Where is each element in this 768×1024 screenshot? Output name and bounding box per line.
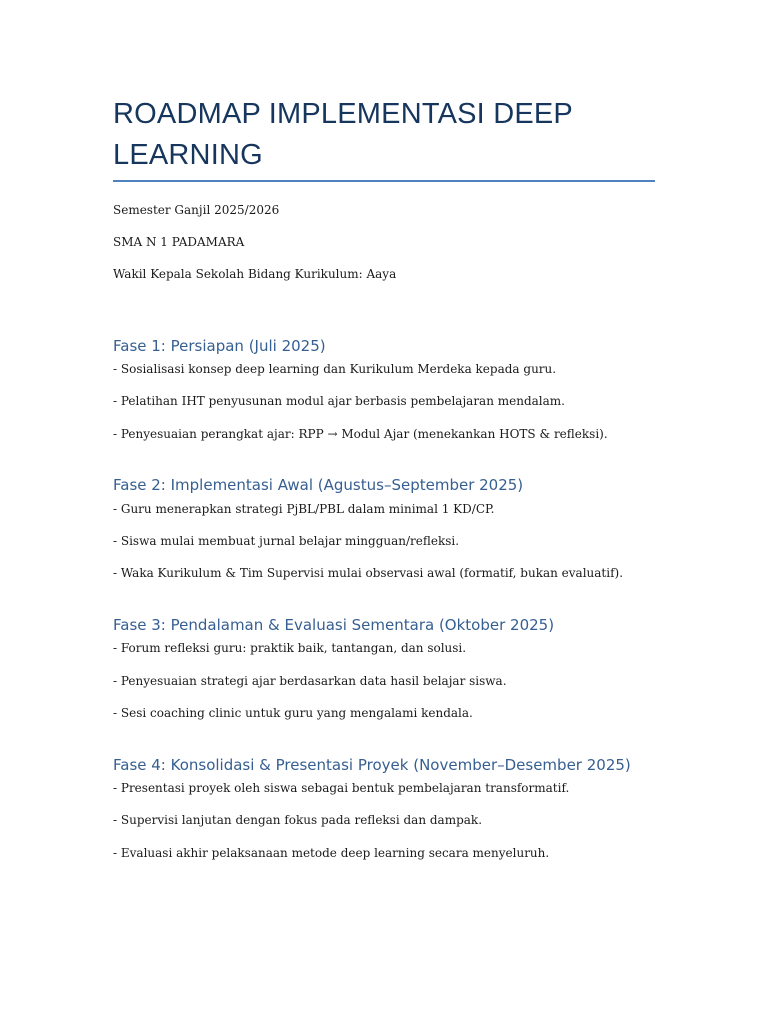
phase-1-item-2: - Pelatihan IHT penyusunan modul ajar berbasis pembelajaran mendalam.: [113, 394, 565, 408]
phase-2-item-3: - Waka Kurikulum & Tim Supervisi mulai observasi awal (formatif, bukan evaluatif).: [113, 566, 624, 580]
phase-2-heading: Fase 2: Implementasi Awal (Agustus–September 2025): [113, 476, 524, 494]
phase-4-item-2: - Supervisi lanjutan dengan fokus pada refleksi dan dampak.: [113, 813, 483, 827]
phase-2-item-1: - Guru menerapkan strategi PjBL/PBL dalam minimal 1 KD/CP.: [113, 502, 495, 516]
phase-2-item-2: - Siswa mulai membuat jurnal belajar mingguan/refleksi.: [113, 534, 460, 548]
phase-1-item-3: - Penyesuaian perangkat ajar: RPP → Modul Ajar (menekankan HOTS & refleksi).: [113, 427, 608, 441]
phase-3-item-3: - Sesi coaching clinic untuk guru yang mengalami kendala.: [113, 706, 473, 720]
phase-3-item-2: - Penyesuaian strategi ajar berdasarkan data hasil belajar siswa.: [113, 674, 507, 688]
phase-1-item-1: - Sosialisasi konsep deep learning dan Kurikulum Merdeka kepada guru.: [113, 362, 557, 376]
title-underline: [113, 180, 655, 182]
phase-4-item-3: - Evaluasi akhir pelaksanaan metode deep learning secara menyeluruh.: [113, 846, 550, 860]
semester-text: Semester Ganjil 2025/2026: [113, 203, 280, 217]
phase-3-item-1: - Forum refleksi guru: praktik baik, tantangan, dan solusi.: [113, 641, 467, 655]
document-title: ROADMAP IMPLEMENTASI DEEP LEARNING: [113, 98, 573, 171]
vice-principal-text: Wakil Kepala Sekolah Bidang Kurikulum: Aaya: [113, 267, 397, 281]
phase-1-heading: Fase 1: Persiapan (Juli 2025): [113, 337, 326, 355]
phase-3-heading: Fase 3: Pendalaman & Evaluasi Sementara (Oktober 2025): [113, 616, 555, 634]
school-name-text: SMA N 1 PADAMARA: [113, 235, 245, 249]
phase-4-heading: Fase 4: Konsolidasi & Presentasi Proyek (November–Desember 2025): [113, 756, 631, 774]
phase-4-item-1: - Presentasi proyek oleh siswa sebagai bentuk pembelajaran transformatif.: [113, 781, 570, 795]
